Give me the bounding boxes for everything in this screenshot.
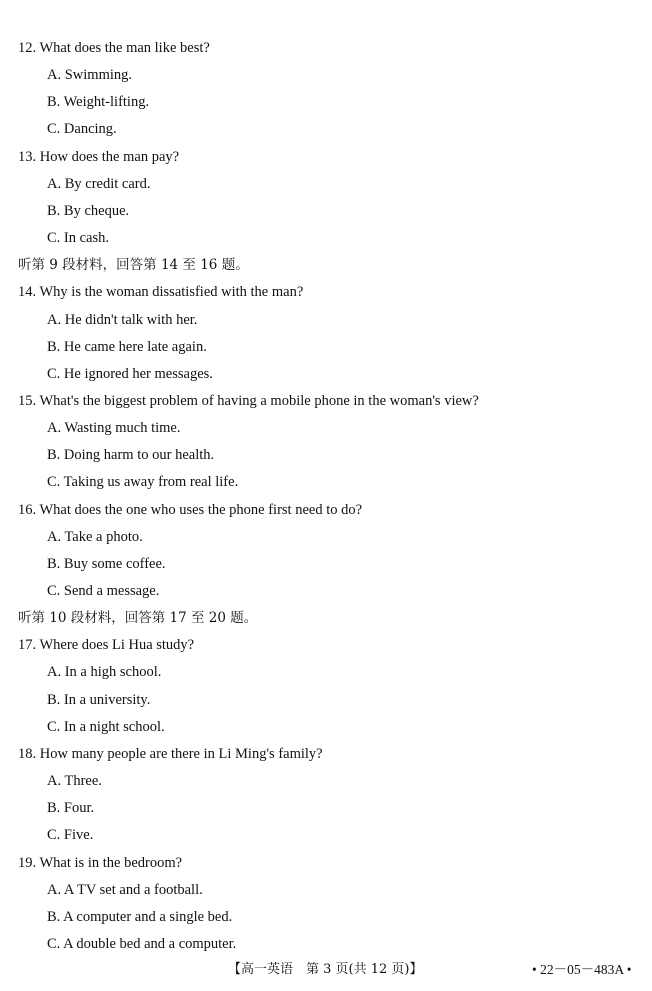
answer-option: A. He didn't talk with her. <box>47 311 198 328</box>
question-number: 15. <box>18 392 37 409</box>
answer-option: B. A computer and a single bed. <box>47 908 233 925</box>
answer-option: B. Weight-lifting. <box>47 94 150 111</box>
answer-option: A. Take a photo. <box>47 528 143 545</box>
question-text: Where does Li Hua study? <box>39 637 195 654</box>
question-number: 16. <box>18 501 37 518</box>
answer-option: A. Three. <box>47 773 102 790</box>
answer-option: C. He ignored her messages. <box>47 365 213 382</box>
question-stem <box>18 745 323 763</box>
question-stem <box>18 148 179 166</box>
question-text: What's the biggest problem of having a mobile phone in the woman's view? <box>39 392 479 409</box>
question-text: What does the one who uses the phone first need to do? <box>39 501 363 518</box>
answer-option: B. Four. <box>47 800 95 817</box>
question-text: What is in the bedroom? <box>39 854 183 871</box>
question-number: 19. <box>18 854 37 871</box>
answer-option: C. A double bed and a computer. <box>47 935 237 952</box>
question-stem <box>18 854 182 872</box>
answer-option: B. He came here late again. <box>47 338 207 355</box>
section-instruction: 听第 10 段材料，回答第 17 至 20 题。 <box>18 610 258 627</box>
answer-option: C. Taking us away from real life. <box>47 474 239 491</box>
section-instruction: 听第 9 段材料，回答第 14 至 16 题。 <box>18 257 249 274</box>
answer-option: C. In cash. <box>47 230 110 247</box>
page-footer-code: • 22－05－483A • <box>532 962 632 977</box>
question-stem <box>18 501 362 519</box>
answer-option: B. Doing harm to our health. <box>47 447 215 464</box>
answer-option: A. In a high school. <box>47 664 162 681</box>
question-text: How does the man pay? <box>39 148 180 165</box>
question-stem <box>18 283 303 301</box>
question-number: 18. <box>18 745 37 762</box>
question-text: Why is the woman dissatisfied with the man? <box>39 284 304 301</box>
question-stem <box>18 392 479 410</box>
answer-option: B. In a university. <box>47 691 151 708</box>
question-number: 13. <box>18 148 37 165</box>
question-stem <box>18 39 210 57</box>
question-text: How many people are there in Li Ming's family? <box>39 745 323 762</box>
answer-option: C. Five. <box>47 827 94 844</box>
answer-option: B. By cheque. <box>47 202 130 219</box>
answer-option: A. Swimming. <box>47 67 132 84</box>
question-stem <box>18 636 194 654</box>
answer-option: B. Buy some coffee. <box>47 555 166 572</box>
page-footer-title: 【高一英语 第 3 页(共 12 页)】 <box>228 962 423 977</box>
question-number: 12. <box>18 40 37 56</box>
answer-option: C. Dancing. <box>47 121 117 138</box>
answer-option: A. By credit card. <box>47 175 151 192</box>
answer-option: A. A TV set and a football. <box>47 881 203 898</box>
answer-option: C. Send a message. <box>47 583 160 599</box>
question-number: 14. <box>18 284 37 301</box>
question-text: What does the man like best? <box>39 40 210 56</box>
question-number: 17. <box>18 637 37 654</box>
answer-option: A. Wasting much time. <box>47 420 181 437</box>
answer-option: C. In a night school. <box>47 718 165 735</box>
